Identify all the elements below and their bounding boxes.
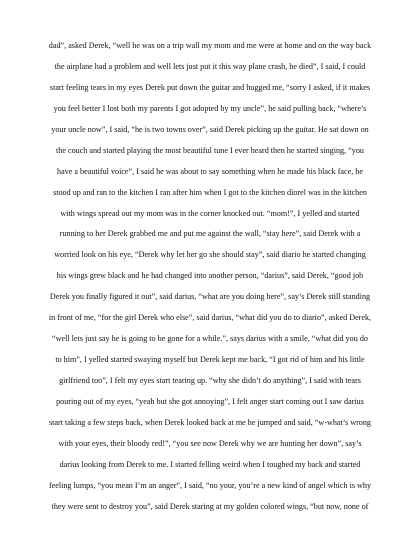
text-line: pouring out of my eyes, “yeah but she got annoying”, I felt anger start coming out I saw darius [56, 396, 364, 406]
text-line: running to her Derek grabbed me and put me against the wall, “stay here”, said Derek with a [59, 229, 361, 239]
text-line: to him”, I yelled started swaying myself but Derek kept me back, “I got rid of him and his little [55, 355, 365, 365]
text-line: start feeling tears in my eyes Derek put down the guitar and hugged me, “sorry I asked, if it makes [49, 82, 371, 92]
text-line: start taking a few steps back, when Derek looked back at me he jumped and said, “w-what’s wrong [49, 417, 371, 427]
text-line: Derek you finally figured it out”, said darius, “what are you doing here”, say’s Derek still standing [49, 292, 371, 302]
text-line: with your eyes, their bloody red!”, “you see now Derek why we are hunting her down”, say’s [58, 438, 362, 448]
text-line: dad”, asked Derek, “well he was on a trip wall my mom and me were at home and on the way back [48, 41, 372, 50]
text-line: the airplane had a problem and well lets just put it this way plane crash, he died”, I said, I could [54, 61, 366, 71]
text-line: girlfriend too”, I felt my eyes start tearing up. “why she didn’t do anything”, I said with tears [59, 376, 361, 385]
text-line: with wings spread out my mom was in the corner knocked out. “mom!”, I yelled and started [60, 208, 360, 218]
text-line: have a beautiful voice”, I said he was about to say something when he made his black face, he [57, 166, 363, 176]
text-line: feeling lumps, “you mean I’m an anger”, I said, “no your, you’re a new kind of angel which is why [48, 480, 372, 490]
text-line: darius looking from Derek to me. I started felling weird when I toughed my back and started [59, 459, 361, 469]
text-line: you feel better I lost both my parents I got adopted by my uncle”, he said pulling back, “where’s [53, 103, 367, 113]
text-line: they were sent to destroy you”, said Derek staring at my golden colored wings, “but now, none of [51, 501, 369, 511]
text-line: your uncle now”, I said, “he is two towns over”, said Derek picking up the guitar. He sat down on [51, 124, 369, 134]
story-text [20, 36, 400, 518]
text-line: the couch and started playing the most beautiful tune I ever heard then he started singing, “you [56, 145, 364, 155]
text-line: stood up and ran to the kitchen I ran after him when I got to the kitchen diorel was in the kitchen [53, 187, 367, 197]
text-line: worried look on his eye, “Derek why let her go she should stay”, said diario he started changing [54, 250, 366, 260]
text-line: his wings grew black and he had changed into another person, “darius”, said Derek, “good job [56, 271, 364, 281]
text-line: “well lets just say he is going to be gone for a while.”, says darius with a smile, “what did you do [52, 334, 368, 344]
text-line: in front of me, “for the girl Derek who else”, said darius, “what did you do to diario”, asked Derek, [48, 313, 372, 323]
